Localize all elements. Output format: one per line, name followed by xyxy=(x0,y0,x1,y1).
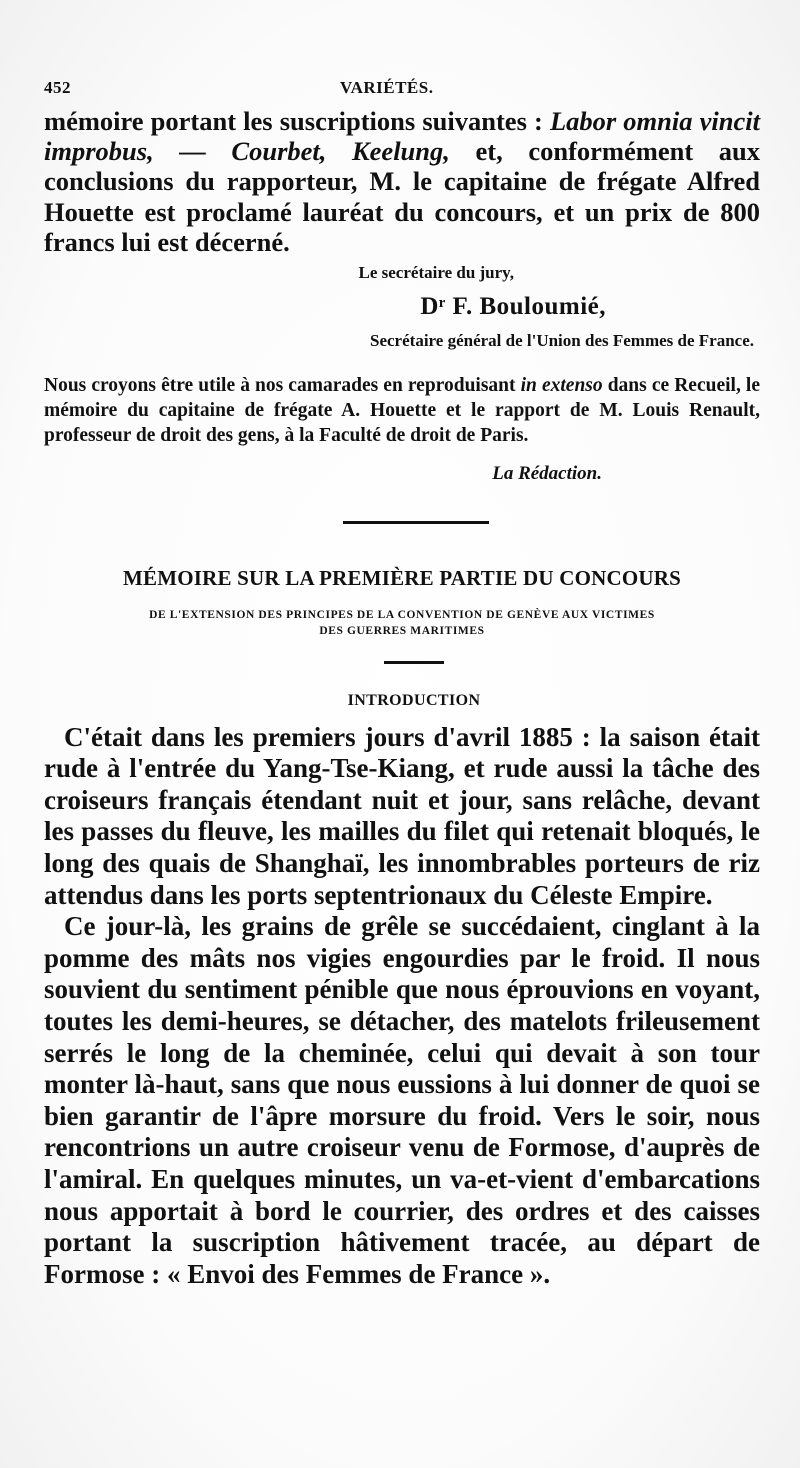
signatory-name: Dʳ F. Bouloumié, xyxy=(420,293,606,321)
memoire-subtitle-line-2: DES GUERRES MARITIMES xyxy=(319,624,485,637)
editor-note xyxy=(44,373,760,449)
opening-paragraph xyxy=(44,106,760,257)
memoire-subtitle-line-1: DE L'EXTENSION DES PRINCIPES DE LA CONVENTION DE GENÈVE AUX VICTIMES xyxy=(149,608,655,621)
jury-secretary-label: Le secrétaire du jury, xyxy=(358,263,514,283)
editor-signature: La Rédaction. xyxy=(492,462,602,484)
running-title: VARIÉTÉS. xyxy=(340,78,434,97)
opening-text-after: et, conformément aux conclusions du rapporteur, M. le capitaine de frégate Alfred Houette est proclamé lauréat du concours, et un prix de 800 francs lui est décerné. xyxy=(44,136,760,257)
intro-paragraph-2: Ce jour-là, les grains de grêle se succédaient, cinglant à la pomme des mâts nos vigies engourdies par le froid. Il nous souvient du sentiment pénible que nous éprouvions en voyant, toutes les demi-heures, se détacher, des matelots frileusement serrés le long de la cheminée, celui qui devait à son tour monter là-haut, sans que nous eussions à lui donner de quoi se bien garantir de l'âpre morsure du froid. Vers le soir, nous rencontrions un autre croiseur venu de Formose, d'auprès de l'amiral. En quelques minutes, un va-et-vient d'embarcations nous apportait à bord le courrier, des ordres et des caisses portant la suscription hâtivement tracée, au départ de Formose : « Envoi des Femmes de France ». xyxy=(44,911,760,1289)
opening-text-before: mémoire portant les suscriptions suivantes : xyxy=(44,106,550,136)
memoire-title: MÉMOIRE SUR LA PREMIÈRE PARTIE DU CONCOURS xyxy=(123,565,681,590)
memoire-subtitle xyxy=(44,607,760,639)
signatory-title: Secrétaire général de l'Union des Femmes de France. xyxy=(370,331,754,351)
section-divider xyxy=(343,521,489,524)
subtitle-divider xyxy=(384,661,444,664)
editor-note-after: dans ce Recueil, le mémoire du capitaine de frégate A. Houette et le rapport de M. Louis Renault, professeur de droit des gens, à la Faculté de droit de Paris. xyxy=(44,375,760,447)
introduction-heading: INTRODUCTION xyxy=(347,691,481,709)
opening-motto: Labor omnia vincit improbus, — Courbet, Keelung, xyxy=(44,106,760,167)
intro-paragraph-1: C'était dans les premiers jours d'avril 1885 : la saison était rude à l'entrée du Yang-Tse-Kiang, et rude aussi la tâche des croiseurs français étendant nuit et jour, sans relâche, devant les passes du fleuve, les mailles du filet qui retenait bloqués, le long des quais de Shanghaï, les innombrables porteurs de riz attendus dans les ports septentrionaux du Céleste Empire. xyxy=(44,721,760,910)
editor-note-before: Nous croyons être utile à nos camarades en reproduisant xyxy=(44,375,521,397)
editor-note-emphasis: in extenso xyxy=(520,375,603,397)
running-head xyxy=(44,78,760,98)
page-number: 452 xyxy=(44,78,71,97)
